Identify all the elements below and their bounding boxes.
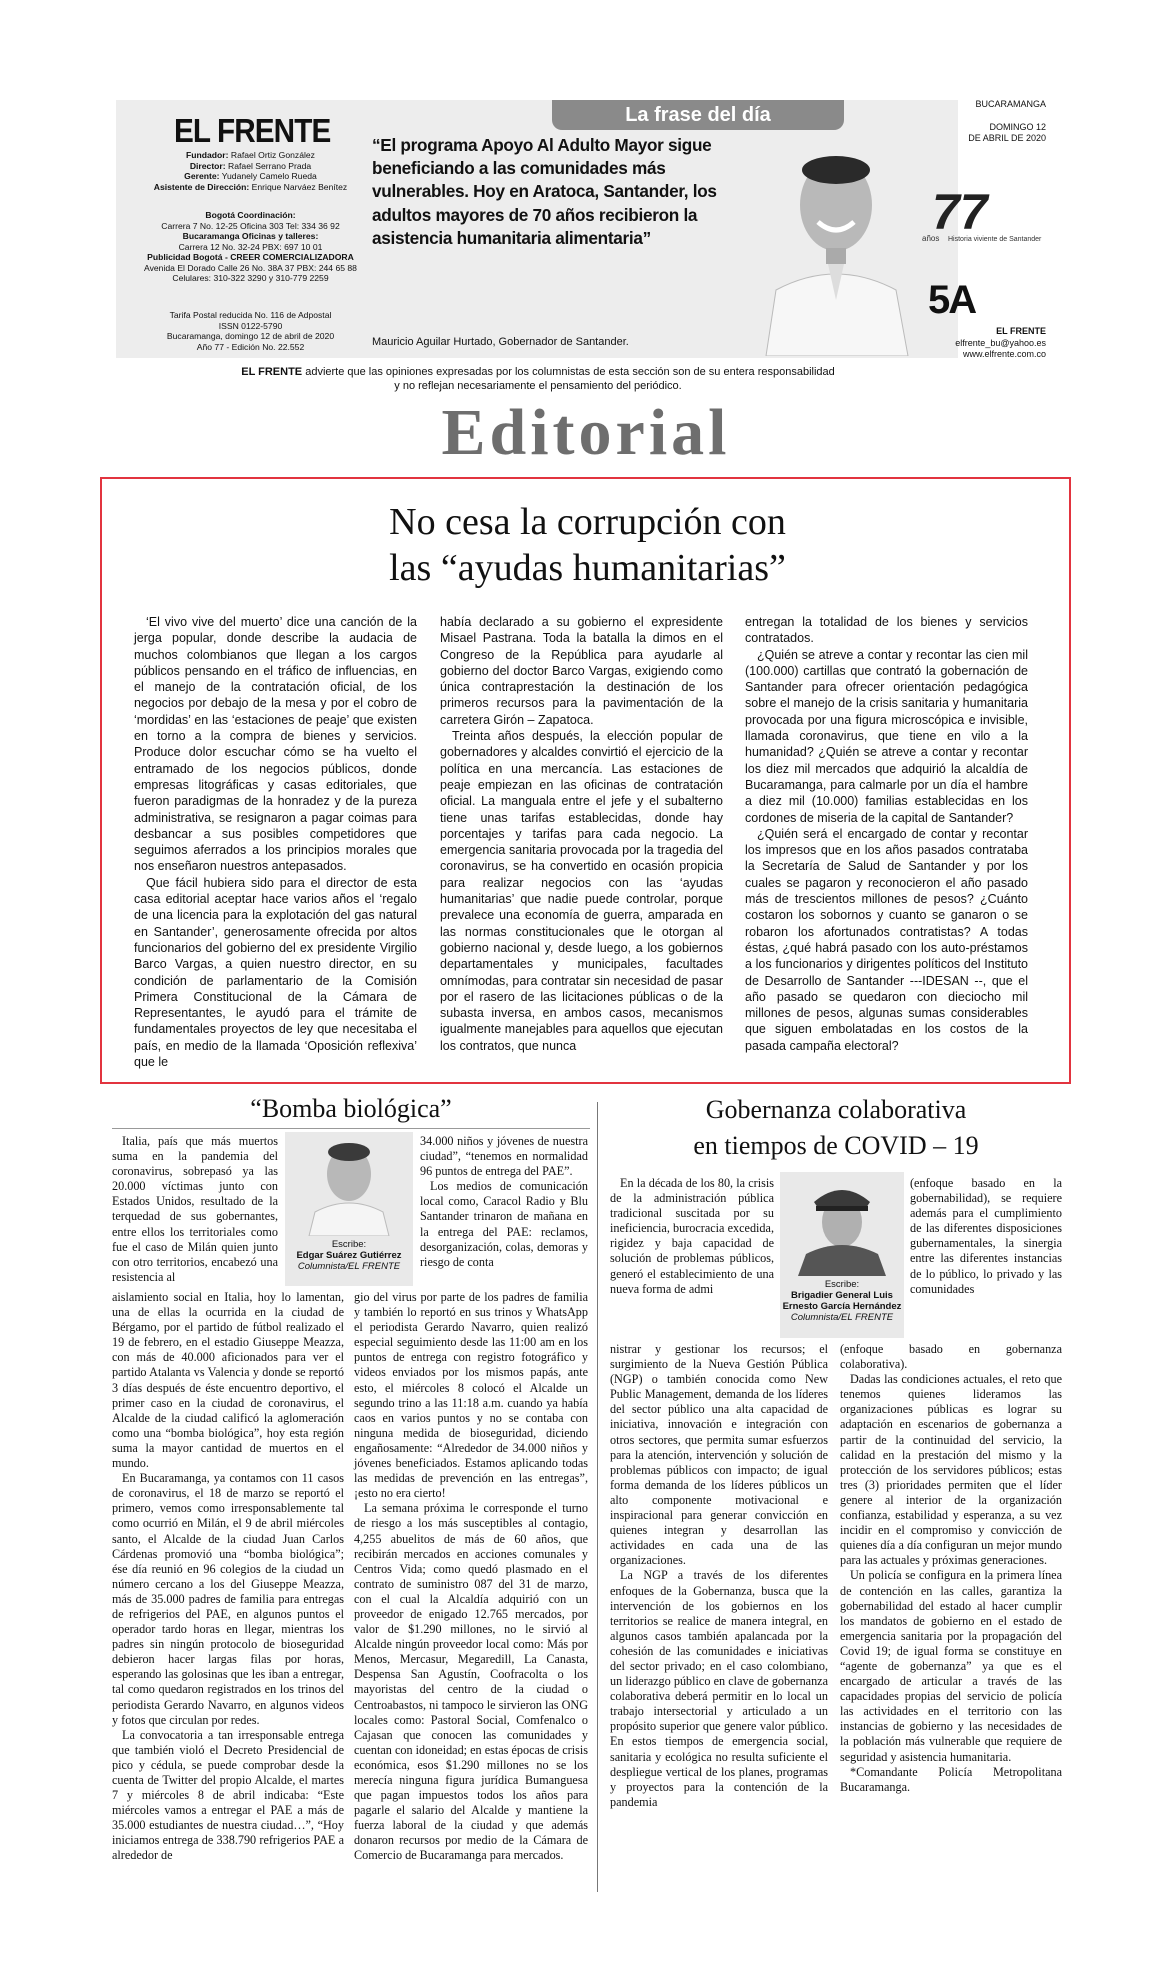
coord-line: Carrera 12 No. 32-24 PBX: 697 10 01 xyxy=(178,241,323,252)
column-divider xyxy=(597,1102,598,1892)
author-name: Edgar Suárez Gutiérrez xyxy=(296,1250,402,1261)
paragraph: La NGP a través de los diferentes enfoques de la Gobernanza, busca que la intervención de los gobiernos en los territorios se realice de manera integral, en algunos casos también apalancada por la cohesión de las comunidades e iniciativas del sector privado; en el caso colombiano, un liderazgo público en clave de gobernanza colaborativa deberá permitir en lo local un trabajo intersectorial y articulado a un propósito superior que genere valor público. En estos tiempos de emergencia social, sanitaria y ecológica no resulta suficiente el despliegue vertical de los planes, programas y proyectos para la contención de la pandemia xyxy=(610,1568,828,1809)
credit-line: Fundador: Rafael Ortiz González xyxy=(186,150,315,160)
header-city: BUCARAMANGA xyxy=(975,99,1046,109)
disclaimer-lead: EL FRENTE xyxy=(241,366,303,378)
editorial-column xyxy=(440,614,723,1054)
editorial-column xyxy=(134,614,417,1070)
paragraph: (enfoque basado en gobernanza colaborativa). xyxy=(840,1342,1062,1372)
paragraph: ¿Quién será el encargado de contar y recontar los impresos que en los años pasados contrataba la Secretaría de Salud de Santander y por los cuales se pagaron y reconocieron el año pasado más de trescientos millones de pesos? ¿Cuánto costaron los sobornos y cuanto se ganaron o se robaron los afortunados contratistas? A todas éstas, ¿qué habrá pasado con los auto-préstamos a los funcionarios y dirigentes políticos del Instituto de Desarrollo de Santander ---IDESAN --, que el año pasado se quedaron con dieciocho mil millones de pesos, algunas sumas considerables que siguen embolatadas en los costos de la pasada campaña electoral? xyxy=(745,826,1028,1053)
credit-line: Director: Rafael Serrano Prada xyxy=(189,160,312,171)
author-role: Columnista/EL FRENTE xyxy=(790,1312,894,1323)
date-line: DE ABRIL DE 2020 xyxy=(968,133,1046,143)
paragraph: Que fácil hubiera sido para el director de esta casa editorial aceptar hace varios años el ‘regalo de una licencia para la explotación del gas natural en Santander’, generosamente ofrecida por altos funcionarios del gobierno del ex presidente Virgilio Barco Vargas, a quien nuestro director, en su condición de parlamentario de la Comisión Primera Constitucional de la Cámara de Representantes, le ayudó para el trámite de fundamentales proyectos de ley que necesitaba el país, en medio de la llamada ‘Oposición reflexiva’ que le xyxy=(134,875,417,1070)
disclaimer xyxy=(238,365,838,393)
article1-title: “Bomba biológica” xyxy=(250,1094,452,1123)
masthead-credits xyxy=(128,150,373,192)
quote-author: Mauricio Aguilar Hurtado, Gobernador de Santander. xyxy=(372,336,629,348)
quote-text: “El programa Apoyo Al Adulto Mayor sigue beneficiando a las comunidades más vulnerables. Hoy en Aratoca, Santander, los adultos mayores de 70 años recibieron la asistencia humanitaria alimentaria” xyxy=(372,135,717,248)
tarifa-line: ISSN 0122-5790 xyxy=(218,320,283,331)
article2-author-box xyxy=(780,1172,904,1338)
article1-column-right xyxy=(354,1290,588,1864)
editorial-title-line: No cesa la corrupción con xyxy=(389,501,786,543)
editorial-title-line: las “ayudas humanitarias” xyxy=(389,547,786,589)
credit-line: Asistente de Dirección: Enrique Narváez Benítez xyxy=(153,181,348,192)
paragraph: nistrar y gestionar los recursos; el surgimiento de la Nueva Gestión Pública (NGP) o también conocida como New Public Management, demanda de los líderes del sector público una alta capacidad de iniciativa, innovación e integración con otros sectores, que permita sumar esfuerzos para la atención, intervención y solución de problemas públicos con impacto; de igual forma demanda de los líderes públicos un alto componente motivacional e inspiracional para generar convicción en quienes integran y desarrollan las actividades en cada una de las organizaciones. xyxy=(610,1342,828,1568)
paragraph: Un policía se configura en la primera línea de contención en las calles, garantiza la gobernabilidad del estado al hacer cumplir los mandatos de gobierno en el estado de emergencia sanitaria por la propagación del Covid 19; de igual forma se constituye en “agente de gobernanza” ya que es el encargado de articular a través de las capacidades propias del servicio de policía las actividades en el territorio con las instancias de gobierno y las necesidades de la población más vulnerable que requiere de seguridad y asistencia humanitaria. xyxy=(840,1568,1062,1764)
article2-column-left xyxy=(610,1342,828,1810)
tarifa-line: Bucaramanga, domingo 12 de abril de 2020 xyxy=(166,331,335,341)
author-photo xyxy=(780,1172,904,1276)
contact-email: elfrente_bu@yahoo.es xyxy=(955,338,1046,348)
quote-tag: La frase del día xyxy=(552,100,844,130)
masthead-tarifa xyxy=(128,310,373,352)
page-number: 5A xyxy=(928,278,976,322)
coord-line: Bogotá Coordinación: xyxy=(205,210,296,220)
author-label: Escribe: xyxy=(331,1239,367,1250)
editorial-column xyxy=(745,614,1028,1054)
paragraph: ¿Quién se atreve a contar y recontar las cien mil (100.000) cartillas que contrató la gobernación de Santander para ofrecer orientación pedagógica sobre el manejo de la crisis sanitaria y humanitaria provocada por una figura microscópica e invisible, llamada coronavirus, que tiene en vilo a la humanidad? ¿Quién se atreve a contar y recontar los diez mil mercados que adquirió la alcaldía de Bucaramanga, para calmarle por un día el hambre a diez mil (10.000) familias establecidas en los cordones de miseria de la capital de Santander? xyxy=(745,647,1028,825)
header-date xyxy=(962,122,1046,144)
page-brand: EL FRENTE xyxy=(996,326,1046,336)
paragraph: aislamiento social en Italia, hoy lo lamentan, una de ellas la ocurrida en la ciudad de Bérgamo, por el partido de fútbol realizado el 19 de febrero, en el estadio Giuseppe Meazza, con más de 40.000 aficionados para ver el partido Atalanta vs Valencia y donde se reportó 3 días después de éste encuentro deportivo, el primer caso en la ciudad de coronavirus, el Alcalde de la ciudad calificó la aglomeración como una “bomba biológica”, hoy esta región suma la mayor cantidad de muertos en el mundo. xyxy=(112,1290,344,1471)
paragraph: entregan la totalidad de los bienes y servicios contratados. xyxy=(745,615,1028,646)
date-line: DOMINGO 12 xyxy=(989,122,1046,132)
coord-line: Avenida El Dorado Calle 26 No. 38A 37 PBX: 244 65 88 xyxy=(144,262,357,273)
article2-column-top-right xyxy=(910,1176,1062,1297)
section-title: Editorial xyxy=(441,396,731,469)
paragraph: En Bucaramanga, ya contamos con 11 casos de coronavirus, el 18 de marzo se reportó el primero, vemos como irresponsablemente tal como ocurrió en Milán, el 9 de abril miércoles santo, el Alcalde de la ciudad Juan Carlos Cárdenas promovió una “bomba biológica”; ése día reunió en 96 colegios de la ciudad un número cercano a los del Giuseppe Meazza, más de 35.000 padres de familia para entregas de refrigerios del PAE, en algunos puntos el operador tardo horas en llegar, mientras los padres sin ningún protocolo de bioseguridad debieron hacer largas filas por horas, esperando las golosinas que les iban a entregar, tal como quedaron registrados en los trinos del periodista Gerardo Navarro, en algunos videos y fotos que circulan por redes. xyxy=(112,1471,344,1727)
coord-line: Carrera 7 No. 12-25 Oficina 303 Tel: 334 36 92 xyxy=(161,220,340,231)
header-contact xyxy=(920,338,1046,360)
masthead-name: EL FRENTE xyxy=(174,112,331,149)
paragraph: Los medios de comunicación local como, Caracol Radio y Blu Santander trinaron de mañana en la entrega del PAE: reclamos, desorganización, colas, demoras y riesgo de conta xyxy=(420,1179,588,1269)
credit-line: Gerente: Yudanely Camelo Rueda xyxy=(184,171,317,181)
article1-column-left xyxy=(112,1290,344,1864)
author-label: Escribe: xyxy=(824,1279,860,1290)
paragraph: Treinta años después, la elección popular de gobernadores y alcaldes convirtió el ejercicio de la política en una mercancía. Las estaciones de peaje empiezan en las oficinas de contratación oficial. La manguala entre el jefe y el subalterno tiene unas tarifas establecidas, donde hay porcentajes y tarifas para cada negocio. La emergencia sanitaria provocada por la tragedia del coronavirus, se ha convertido en ocasión propicia para realizar negocios con las ‘ayudas humanitarias’ que nadie puede controlar, porque prevalece una economía de guerra, amparada en las normas constitucionales que le otorgan al gobierno nacional y, desde luego, a los gobiernos departamentales y municipales, facultades omnímodas, para contratar sin necesidad de pasar por el rasero de las licitaciones públicas o de la subasta inversa, en ambos casos, mecanismos igualmente manejables para aquellos que ejecutan los contratos, que nunca xyxy=(440,729,723,1053)
article2-column-right xyxy=(840,1342,1062,1795)
tarifa-line: Tarifa Postal reducida No. 116 de Adpostal xyxy=(169,310,332,320)
paragraph: En la década de los 80, la crisis de la administración pública tradicional suscitada por su ineficiencia, burocracia excedida, rigidez y baja capacidad de solución de problemas públicos, generó el establecimiento de una nueva forma de admi xyxy=(610,1176,774,1296)
article2-title-line: en tiempos de COVID – 19 xyxy=(693,1131,979,1160)
anniv-tagline: Historia viviente de Santander xyxy=(948,236,1042,243)
article2-title-line: Gobernanza colaborativa xyxy=(705,1095,967,1124)
article2-column-top-left xyxy=(610,1176,774,1297)
editorial-box xyxy=(100,477,1071,1084)
article1-column-top-left xyxy=(112,1134,278,1285)
paragraph: 34.000 niños y jóvenes de nuestra ciudad”, “tenemos en normalidad 96 puntos de entrega del PAE”. xyxy=(420,1134,588,1179)
author-photo xyxy=(285,1132,413,1236)
paragraph: *Comandante Policía Metropolitana Bucaramanga. xyxy=(840,1764,1062,1794)
paragraph: La convocatoria a tan irresponsable entrega que también violó el Decreto Presidencial de pico y cédula, se puede comprobar desde la cuenta de Twitter del propio Alcalde, el martes 7 y miércoles 8 de abril indicaba: “Este miércoles vamos a entregar el PAE a más de 35.000 estudiantes de nuestra ciudad…”, “Hoy iniciamos entrega de 338.790 refrigerios PAE a alrededor de xyxy=(112,1727,344,1863)
masthead-box xyxy=(116,100,958,358)
coord-line: Bucaramanga Oficinas y talleres: xyxy=(182,231,319,241)
paragraph: había declarado a su gobierno el expresidente Misael Pastrana. Toda la batalla la dimos en el Congreso de la República para ayudarle al gobierno del doctor Barco Vargas, exigiendo como única contraprestación la destinación de los primeros recursos para la pavimentación de la carretera Girón – Zapatoca. xyxy=(440,615,723,727)
article1-author-box xyxy=(285,1132,413,1286)
anniv-number: 77 xyxy=(932,185,988,240)
contact-web: www.elfrente.com.co xyxy=(962,349,1046,359)
paragraph: ‘El vivo vive del muerto’ dice una canción de la jerga popular, donde describe la audacia de muchos colombianos que llegan a los cargos públicos pensando en el tráfico de influencias, en el manejo de la contratación oficial, de los negocios por debajo de la mesa y por el cobro de ‘mordidas’ en las ‘estaciones de peaje’ que existen en torno a la compra de bienes y servicios. Produce dolor escuchar cómo se ha vuelto el entramado de los negocios públicos, donde empresas litográficas y casas editoriales, que fueron paradigmas de la honradez y de la pureza administrativa, se resignaron a pagar coimas para desbancar a sus posibles competidores que seguimos aferrados a los principios morales que nos enseñaron nuestros antepasados. xyxy=(134,615,417,874)
paragraph: Italia, país que más muertos suma en la pandemia del coronavirus, sobrepasó ya las 20.000 víctimas junto con Estados Unidos, resultado de la terquedad de sus gobernantes, entre ellos los territoriales como fue el caso de Milán quien junto con otro territorios, encabezó una resistencia al xyxy=(112,1134,278,1284)
anniversary-logo xyxy=(912,185,1062,247)
author-name: Brigadier General Luis Ernesto García Hernández xyxy=(782,1290,902,1312)
paragraph: La semana próxima le corresponde el turno de riesgo a los más susceptibles al contagio, 4,255 abuelitos de más de 60 años, que recibirán mercados en acciones comunales y Centros Vida; como quedó plasmado en el contrato de suministro 087 del 31 de marzo, con el cual la Alcaldía adquirió con un proveedor de enigado 12.765 mercados, por valor de $1.290 millones, no le sirvió al Alcalde ningún proveedor local como: Más por Menos, Mercasur, Megaredill, La Canasta, Despensa San Agustín, Coofracolta o los mayoristas del centro de la ciudad o Centroabastos, ni tampoco le sirvieron las ONG locales como: Pastoral Social, Comfenalco o Cajasan que conocen las comunidades y cuentan con idoneidad; en estas épocas de crisis económica, esos $1.290 millones no se los merecía ninguna figura jurídica Bumanguesa que pagan impuestos todos los años para pagarle el salario del Alcalde y mantiene la fuerza laboral de la ciudad y que además donaron recursos por medio de la Cámara de Comercio de Bucaramanga para mercados. xyxy=(354,1501,588,1863)
masthead-coordination xyxy=(128,210,373,284)
anniv-word: años xyxy=(922,234,940,243)
editorial-title xyxy=(102,499,1073,591)
coord-line: Publicidad Bogotá - CREER COMERCIALIZADORA xyxy=(147,252,354,262)
disclaimer-text: advierte que las opiniones expresadas por los columnistas de esta sección son de su entera responsabilidad y no reflejan necesariamente el pensamiento del periódico. xyxy=(302,366,835,392)
paragraph: gio del virus por parte de los padres de familia y también lo reportó en sus trinos y WhatsApp el periodista Gerardo Navarro, quien realizó especial seguimiento desde las 11:00 am en los puntos de entrega con registro fotográfico y videos enviados por los mismos papás, ante esto, el miércoles 8 colocó el Alcalde un segundo trino a las 11:18 a.m. cuando ya había caos en varios puntos y no se contaba con ninguna medida de bioseguridad, diciendo engañosamente: “Alrededor de 34.000 niños y jóvenes beneficiados. Estamos aplicando todas las medidas de prevención en las entregas”, ¡esto no era cierto! xyxy=(354,1290,588,1501)
article2-title xyxy=(610,1092,1062,1164)
coord-line: Celulares: 310-322 3290 y 310-779 2259 xyxy=(172,273,329,283)
divider xyxy=(112,1128,590,1129)
governor-photo xyxy=(746,130,922,356)
author-role: Columnista/EL FRENTE xyxy=(297,1261,401,1272)
paragraph: (enfoque basado en la gobernabilidad), se requiere además para el cumplimiento de las diferentes disposiciones gubernamentales, la sinergia entre las diferentes instancias de lo público, lo privado y las comunidades xyxy=(910,1176,1062,1296)
paragraph: Dadas las condiciones actuales, el reto que tenemos quienes lideramos las organizaciones públicas es lograr su adaptación en escenarios de gobernanza a partir de la continuidad del servicio, la calidad en la prestación del mismo y la protección de los servidores públicos; estas tres (3) prioridades permiten que el líder genere al interior de la organización confianza, estabilidad y esperanza, a su vez incidir en el compromiso y convicción de quienes día a día configuran un mejor mundo para las actuales y próximas generaciones. xyxy=(840,1372,1062,1568)
tarifa-line: Año 77 - Edición No. 22.552 xyxy=(196,341,305,352)
article1-column-top-right xyxy=(420,1134,588,1270)
